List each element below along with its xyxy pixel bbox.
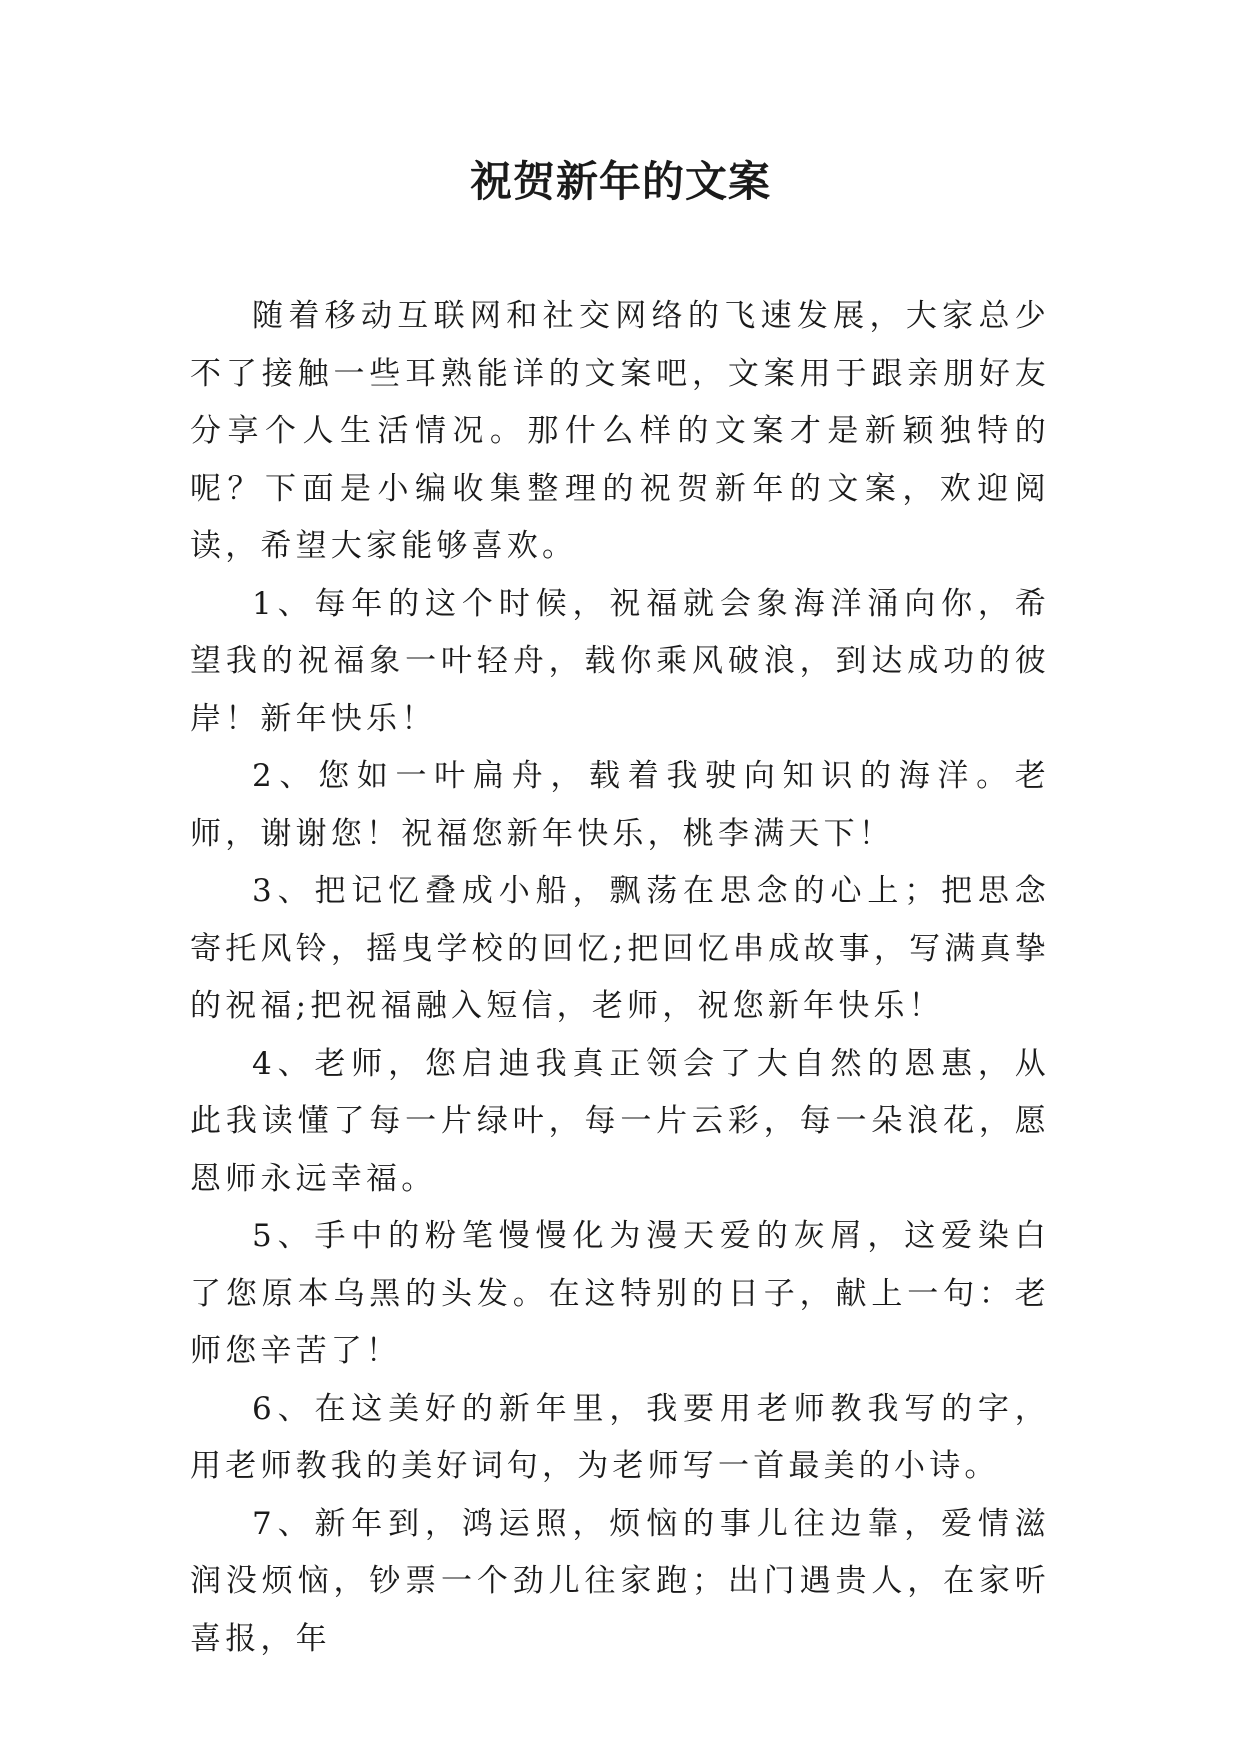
wish-paragraph-3: 3、把记忆叠成小船，飘荡在思念的心上；把思念寄托风铃，摇曳学校的回忆;把回忆串成故事，写满真挚的祝福;把祝福融入短信，老师，祝您新年快乐！: [190, 873, 1050, 1024]
intro-paragraph: 随着移动互联网和社交网络的飞速发展，大家总少不了接触一些耳熟能详的文案吧，文案用于跟亲朋好友分享个人生活情况。那什么样的文案才是新颖独特的呢？下面是小编收集整理的祝贺新年的文案，欢迎阅读，希望大家能够喜欢。: [190, 298, 1050, 564]
wish-paragraph-7: 7、新年到，鸿运照，烦恼的事儿往边靠，爱情滋润没烦恼，钞票一个劲儿往家跑；出门遇贵人，在家听喜报，年: [190, 1505, 1050, 1657]
wish-paragraph-4: 4、老师，您启迪我真正领会了大自然的恩惠，从此我读懂了每一片绿叶，每一片云彩，每一朵浪花，愿恩师永远幸福。: [190, 1045, 1050, 1197]
wish-paragraph-6: 6、在这美好的新年里，我要用老师教我写的字，用老师教我的美好词句，为老师写一首最美的小诗。: [190, 1390, 1050, 1484]
document-body: [190, 288, 1050, 1668]
document-title: 祝贺新年的文案: [469, 157, 771, 206]
wish-paragraph-1: 1、每年的这个时候，祝福就会象海洋涌向你，希望我的祝福象一叶轻舟，载你乘风破浪，到达成功的彼岸！新年快乐！: [190, 585, 1050, 737]
wish-paragraph-5: 5、手中的粉笔慢慢化为漫天爱的灰屑，这爱染白了您原本乌黑的头发。在这特别的日子，献上一句：老师您辛苦了！: [190, 1218, 1050, 1369]
wish-paragraph-2: 2、您如一叶扁舟，载着我驶向知识的海洋。老师，谢谢您！祝福您新年快乐，桃李满天下！: [190, 758, 1050, 852]
